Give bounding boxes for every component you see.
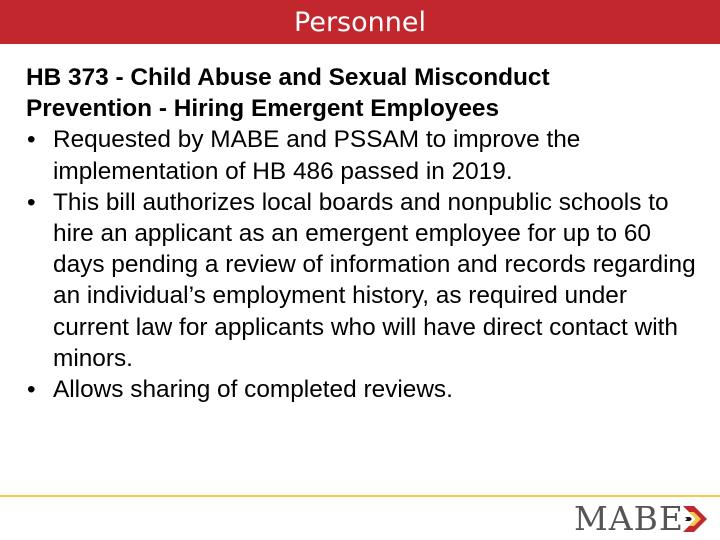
bullet-dot-icon: • — [27, 188, 36, 216]
bullet-text: Allows sharing of completed reviews. — [53, 376, 453, 404]
bullet-dot-icon: • — [27, 126, 36, 154]
logo-text: MABE — [574, 499, 684, 538]
title-bar — [0, 0, 720, 44]
footer-divider — [0, 495, 720, 497]
bill-heading-line1: HB 373 - Child Abuse and Sexual Misconduct — [26, 64, 550, 91]
bullet-item-requested — [26, 124, 706, 186]
bullet-text: This bill authorizes local boards and nonpublic schools to hire an applicant as an emergent employee for up to 60 days pending a review of information and records regarding an individual’s employment history, as required under current law for applicants who will have direct contact with minors. — [53, 188, 696, 372]
mabe-logo — [574, 498, 714, 540]
bullet-item-authorizes — [26, 187, 706, 374]
bullet-item-sharing — [26, 374, 706, 405]
bullet-list — [26, 124, 706, 405]
bullet-dot-icon: • — [27, 376, 36, 404]
slide-content — [26, 62, 706, 405]
mabe-arrow-logo-icon — [683, 504, 711, 534]
bill-heading-line2: Prevention - Hiring Emergent Employees — [26, 95, 500, 123]
bill-heading — [26, 62, 706, 124]
bullet-text: Requested by MABE and PSSAM to improve the implementation of HB 486 passed in 2019. — [53, 126, 581, 185]
slide-title: Personnel — [294, 6, 426, 38]
